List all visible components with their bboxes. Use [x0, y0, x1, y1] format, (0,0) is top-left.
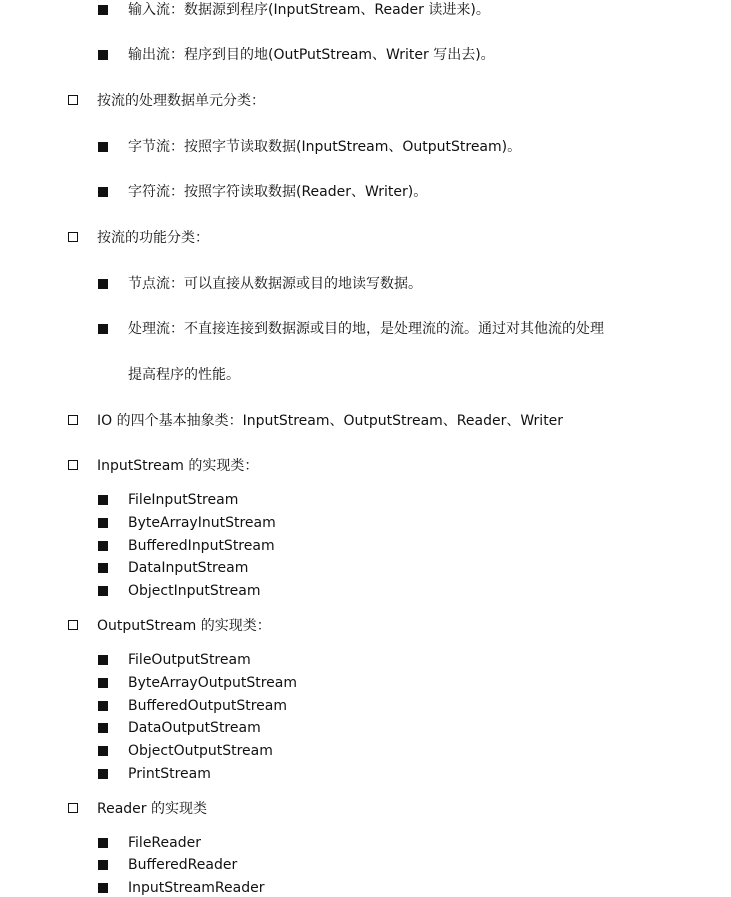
continuation-text: 提高程序的性能。	[128, 367, 240, 383]
filled-square-bullet-icon	[98, 883, 108, 893]
filled-square-bullet-icon	[98, 860, 108, 870]
hollow-square-bullet-icon	[68, 415, 78, 425]
filled-square-bullet-icon	[98, 723, 108, 733]
filled-square-bullet-icon	[98, 746, 108, 756]
hollow-square-bullet-icon	[68, 460, 78, 470]
filled-square-bullet-icon	[98, 541, 108, 551]
hollow-square-bullet-icon	[68, 232, 78, 242]
filled-square-bullet-icon	[98, 279, 108, 289]
filled-square-bullet-icon	[98, 5, 108, 15]
hollow-square-bullet-icon	[68, 803, 78, 813]
filled-square-bullet-icon	[98, 655, 108, 665]
filled-square-bullet-icon	[98, 142, 108, 152]
filled-square-bullet-icon	[98, 701, 108, 711]
filled-square-bullet-icon	[98, 769, 108, 779]
filled-square-bullet-icon	[98, 518, 108, 528]
filled-square-bullet-icon	[98, 838, 108, 848]
filled-square-bullet-icon	[98, 187, 108, 197]
filled-square-bullet-icon	[98, 678, 108, 688]
filled-square-bullet-icon	[98, 50, 108, 60]
filled-square-bullet-icon	[98, 563, 108, 573]
hollow-square-bullet-icon	[68, 620, 78, 630]
filled-square-bullet-icon	[98, 495, 108, 505]
filled-square-bullet-icon	[98, 586, 108, 596]
filled-square-bullet-icon	[98, 324, 108, 334]
hollow-square-bullet-icon	[68, 95, 78, 105]
